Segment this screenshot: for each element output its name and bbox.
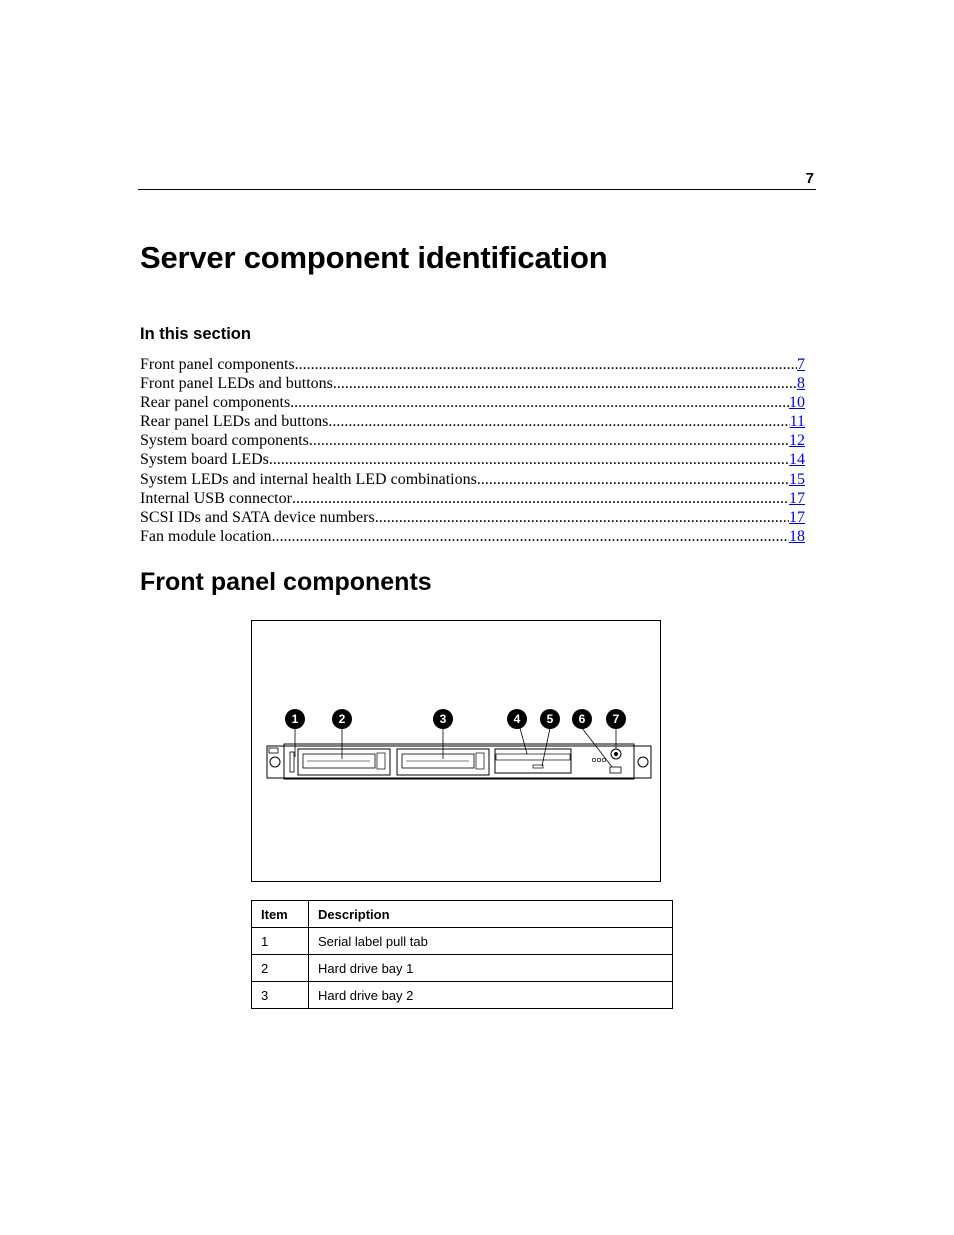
toc-leader [333, 374, 797, 393]
toc-entry[interactable] [140, 470, 805, 489]
table-row [252, 955, 673, 982]
toc-page-link[interactable]: 7 [797, 356, 805, 373]
column-header-item: Item [252, 901, 309, 928]
toc-entry-title: Front panel components [140, 356, 295, 373]
toc-leader [328, 412, 789, 431]
power-button-center [614, 752, 618, 756]
toc-entry[interactable] [140, 412, 805, 431]
toc-page-link[interactable]: 11 [789, 413, 805, 431]
callout-7-label: 7 [612, 712, 620, 726]
toc-page-link[interactable]: 17 [789, 489, 805, 507]
callout-6-leader [582, 728, 612, 767]
toc-entry[interactable] [140, 489, 805, 508]
callout-7 [606, 709, 626, 729]
header-rule [138, 189, 816, 190]
toc-entry-title: Internal USB connector [140, 489, 292, 507]
toc-page-link[interactable]: 10 [789, 394, 805, 412]
toc-page-link[interactable]: 14 [789, 451, 805, 469]
table-header-row [252, 901, 673, 928]
toc-entry[interactable] [140, 431, 805, 450]
hard-drive-bay-1 [298, 749, 390, 775]
toc-leader [269, 450, 789, 469]
toc-entry[interactable] [140, 450, 805, 469]
toc-leader [477, 470, 789, 489]
toc-entry-title: Fan module location [140, 527, 272, 545]
serial-label-pull-tab [290, 752, 294, 772]
toc-entry[interactable] [140, 355, 805, 374]
callout-6 [572, 709, 592, 729]
usb-connector-icon [610, 767, 621, 773]
callout-4 [507, 709, 527, 729]
callout-1-label: 1 [291, 712, 299, 726]
chassis-bezel [267, 746, 651, 778]
toc-leader [295, 355, 797, 374]
media-slot [496, 754, 570, 760]
toc-page-link[interactable]: 18 [789, 527, 805, 545]
toc-entry-title: SCSI IDs and SATA device numbers [140, 508, 375, 526]
led-icon [602, 758, 605, 761]
table-of-contents [140, 355, 805, 546]
right-thumbscrew-icon [638, 757, 648, 767]
media-eject-button [533, 765, 543, 768]
toc-entry-title: Rear panel components [140, 394, 291, 412]
callout-2 [332, 709, 352, 729]
item-number: 3 [252, 982, 309, 1009]
toc-page-link[interactable]: 12 [789, 432, 805, 450]
page-number: 7 [805, 170, 814, 187]
toc-entry-title: Front panel LEDs and buttons [140, 375, 333, 393]
section-title: Front panel components [140, 568, 432, 596]
toc-leader [375, 508, 789, 527]
media-bay [495, 749, 571, 773]
toc-entry[interactable] [140, 527, 805, 546]
logo-badge-icon [269, 748, 278, 753]
left-thumbscrew-icon [270, 757, 280, 767]
toc-page-link[interactable]: 15 [789, 470, 805, 488]
toc-entry[interactable] [140, 393, 805, 412]
toc-leader [272, 527, 789, 546]
callout-3 [433, 709, 453, 729]
drive-2-latch [476, 753, 484, 769]
front-panel-figure [251, 620, 661, 882]
item-description: Hard drive bay 2 [309, 982, 673, 1009]
item-description: Serial label pull tab [309, 928, 673, 955]
callout-5 [540, 709, 560, 729]
toc-entry-title: System board components [140, 432, 309, 450]
toc-leader [292, 489, 789, 508]
callout-6-label: 6 [578, 712, 586, 726]
callout-3-label: 3 [439, 712, 447, 726]
toc-entry[interactable] [140, 508, 805, 527]
table-row [252, 982, 673, 1009]
callout-5-label: 5 [546, 712, 554, 726]
component-table [251, 900, 673, 1009]
led-icon [592, 758, 595, 761]
chapter-title: Server component identification [140, 240, 608, 275]
callout-4-leader [520, 728, 527, 754]
front-panel-diagram [252, 621, 659, 880]
column-header-description: Description [309, 901, 673, 928]
table-row [252, 928, 673, 955]
in-section-heading: In this section [140, 325, 251, 343]
toc-leader [290, 393, 789, 412]
toc-leader [309, 431, 789, 450]
item-description: Hard drive bay 1 [309, 955, 673, 982]
toc-entry-title: System board LEDs [140, 451, 269, 469]
toc-entry-title: Rear panel LEDs and buttons [140, 413, 329, 431]
toc-page-link[interactable]: 17 [789, 508, 805, 526]
led-icon [597, 758, 600, 761]
callout-1 [285, 709, 305, 729]
callout-2-label: 2 [338, 712, 346, 726]
drive-1-latch [377, 753, 385, 769]
toc-entry[interactable] [140, 374, 805, 393]
item-number: 2 [252, 955, 309, 982]
item-number: 1 [252, 928, 309, 955]
toc-page-link[interactable]: 8 [797, 375, 805, 393]
callout-4-label: 4 [513, 712, 521, 726]
toc-entry-title: System LEDs and internal health LED combinations [140, 470, 477, 488]
